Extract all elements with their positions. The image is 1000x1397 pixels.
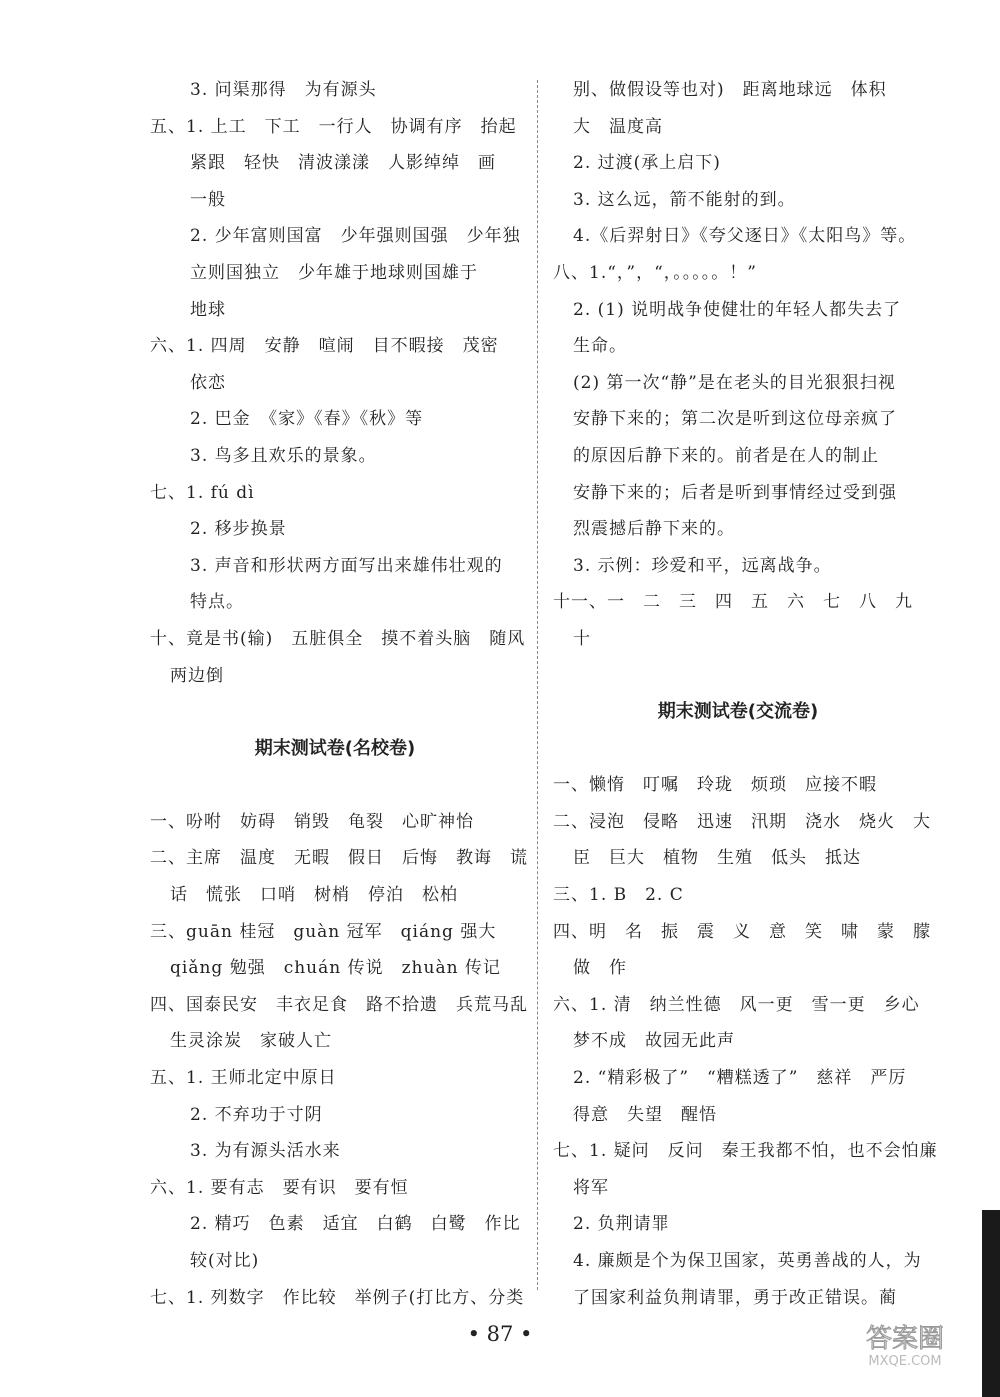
answer-line: (2) 第一次“静”是在老头的目光狠狠扫视 — [573, 372, 896, 393]
answer-line: 2. 移步换景 — [190, 519, 287, 540]
answer-line: 紧跟 轻快 清波漾漾 人影绰绰 画 — [190, 153, 496, 174]
answer-line: 将军 — [573, 1177, 609, 1198]
watermark-logo-icon — [830, 1319, 980, 1369]
answer-line: 了国家利益负荆请罪，勇于改正错误。蔺 — [573, 1287, 897, 1308]
spacer-line — [553, 658, 923, 695]
answer-line: 立则国独立 少年雄于地球则国雄于 — [190, 262, 478, 283]
answer-line: 六、1. 要有志 要有识 要有恒 — [150, 1177, 409, 1198]
answer-line: 4.《后羿射日》《夸父逐日》《太阳鸟》等。 — [573, 226, 917, 247]
answer-line: 五、1. 上工 下工 一行人 协调有序 抬起 — [150, 116, 517, 137]
answer-line: 生灵涂炭 家破人亡 — [170, 1031, 332, 1052]
page-number: • 87 • — [467, 1322, 533, 1346]
answer-line: 安静下来的；第二次是听到这位母亲疯了 — [573, 409, 897, 430]
answer-line: 七、1. fú dì — [150, 482, 255, 503]
answer-line: 六、1. 四周 安静 喧闹 目不暇接 茂密 — [150, 336, 499, 357]
right-column — [553, 72, 938, 1316]
answer-line: 六、1. 清 纳兰性德 风一更 雪一更 乡心 — [553, 994, 920, 1015]
answer-line: 两边倒 — [170, 665, 224, 686]
answer-line: 安静下来的；后者是听到事情经过受到强 — [573, 482, 897, 503]
answer-line: 依恋 — [190, 372, 226, 393]
answer-line: 三、1. B 2. C — [553, 885, 684, 906]
column-divider — [537, 80, 538, 1290]
answer-line: 2. 负荆请罪 — [573, 1214, 670, 1235]
answer-line: 一、懒惰 叮嘱 玲珑 烦琐 应接不暇 — [553, 775, 877, 796]
answer-line: 十 — [573, 628, 591, 649]
answer-line: 4. 廉颇是个为保卫国家，英勇善战的人，为 — [573, 1251, 922, 1271]
answer-line: 二、主席 温度 无暇 假日 后悔 教诲 谎 — [150, 848, 528, 869]
answer-line: 十一、一 二 三 四 五 六 七 八 九 — [553, 592, 913, 613]
section-title: 期末测试卷(交流卷) — [657, 701, 819, 723]
answer-line: 2. 精巧 色素 适宜 白鹤 白鹭 作比 — [190, 1214, 521, 1235]
spacer-line — [553, 731, 923, 768]
answer-line: 较(对比) — [190, 1251, 260, 1271]
answer-line: 四、明 名 振 震 义 意 笑 啸 蒙 朦 — [553, 921, 931, 942]
answer-line: 得意 失望 醒悟 — [573, 1104, 717, 1125]
answer-line: 臣 巨大 植物 生殖 低头 抵达 — [573, 848, 861, 869]
answer-line: 2. 不弃功于寸阴 — [190, 1104, 323, 1125]
answer-line: 3. 示例：珍爱和平，远离战争。 — [573, 555, 832, 576]
answer-line: 五、1. 王师北定中原日 — [150, 1068, 337, 1089]
answer-line: 大 温度高 — [573, 116, 663, 137]
answer-line: 二、浸泡 侵略 迅速 汛期 浇水 烧火 大 — [553, 811, 931, 832]
answer-line: 一、吩咐 妨碍 销毁 龟裂 心旷神怡 — [150, 811, 474, 832]
answer-line: 四、国泰民安 丰衣足食 路不拾遗 兵荒马乱 — [150, 994, 528, 1015]
answer-line: 做 作 — [573, 958, 627, 979]
answer-line: 的原因后静下来的。前者是在人的制止 — [573, 445, 879, 466]
answer-line: 地球 — [190, 299, 226, 320]
answer-line: 特点。 — [190, 592, 244, 613]
answer-line: 七、1. 疑问 反问 秦王我都不怕，也不会怕廉 — [553, 1141, 938, 1162]
section-title: 期末测试卷(名校卷) — [254, 737, 416, 759]
answer-line: 话 慌张 口哨 树梢 停泊 松柏 — [170, 885, 458, 906]
answer-line: 三、guān 桂冠 guàn 冠军 qiáng 强大 — [150, 921, 497, 942]
answer-line: 2. 过渡(承上启下) — [573, 153, 721, 174]
svg-text:答案圈: 答案圈 — [865, 1324, 945, 1354]
answer-line: 2. 巴金 《家》《春》《秋》等 — [190, 409, 424, 430]
answer-line: 3. 声音和形状两方面写出来雄伟壮观的 — [190, 555, 503, 576]
answer-line: 3. 为有源头活水来 — [190, 1141, 341, 1162]
answer-line: qiǎng 勉强 chuán 传说 zhuàn 传记 — [170, 958, 501, 979]
answer-line: 2. 少年富则国富 少年强则国强 少年独 — [190, 226, 521, 247]
answer-line: 烈震撼后静下来的。 — [573, 519, 735, 540]
answer-line: 梦不成 故园无此声 — [573, 1031, 735, 1052]
spacer-line — [150, 767, 520, 804]
answer-line: 生命。 — [573, 336, 627, 357]
watermark-logo — [830, 1319, 980, 1369]
answer-line: 3. 这么远，箭不能射的到。 — [573, 189, 796, 210]
answer-line: 2. (1) 说明战争使健壮的年轻人都失去了 — [573, 299, 902, 320]
answer-line: 八、1.“，”，“，。。。。。！” — [553, 262, 757, 283]
edge-tab — [982, 1210, 1000, 1397]
answer-line: 七、1. 列数字 作比较 举例子(打比方、分类 — [150, 1287, 525, 1308]
left-column — [150, 72, 528, 1316]
answer-line: 别、做假设等也对) 距离地球远 体积 — [573, 80, 887, 100]
answer-line: 十、竟是书(输) 五脏俱全 摸不着头脑 随风 — [150, 628, 526, 649]
svg-text:MXQE.COM: MXQE.COM — [868, 1354, 942, 1369]
spacer-line — [150, 694, 520, 731]
answer-line: 3. 问渠那得 为有源头 — [190, 80, 377, 100]
answer-line: 一般 — [190, 189, 226, 210]
answer-line: 3. 鸟多且欢乐的景象。 — [190, 445, 377, 466]
answer-line: 2. “精彩极了” “糟糕透了” 慈祥 严厉 — [573, 1068, 907, 1089]
